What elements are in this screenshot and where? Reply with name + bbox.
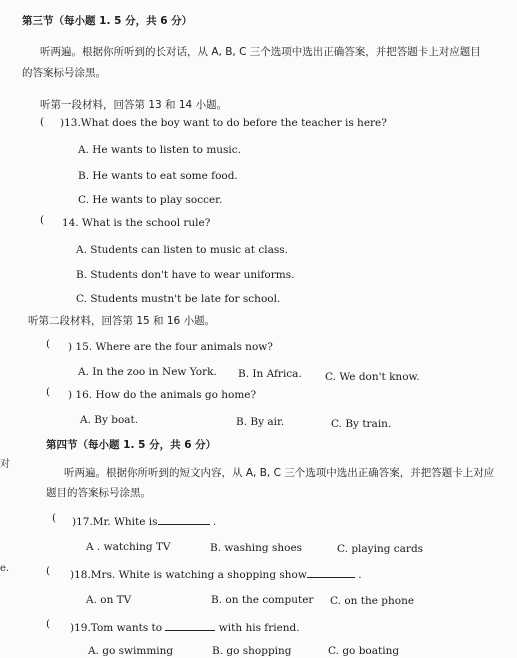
answer-paren: ( (46, 565, 51, 577)
q17-stem-text: )17.Mr. White is (72, 516, 158, 528)
section3-heading: 第三节（每小题 1. 5 分，共 6 分） (22, 15, 193, 27)
q13-option-b: B. He wants to eat some food. (78, 170, 238, 182)
answer-blank (165, 620, 215, 631)
answer-paren: ( (40, 214, 45, 226)
q13-stem: )13.What does the boy want to do before the teacher is here? (60, 117, 387, 129)
answer-blank (158, 514, 210, 525)
q15-option-a: A. In the zoo in New York. (78, 366, 217, 378)
section3-instruction-line1: 听两遍。根据你所听到的长对话，从 A, B, C 三个选项中选出正确答案，并把答题卡上对应题目 (40, 46, 481, 58)
answer-paren: ( (40, 116, 45, 128)
q18-option-a: A. on TV (86, 594, 132, 606)
q18-stem (70, 567, 362, 582)
q15-option-b: B. In Africa. (238, 368, 302, 380)
q18-stem-end: . (358, 569, 362, 581)
q17-option-c: C. playing cards (337, 543, 424, 555)
answer-blank (307, 567, 355, 578)
q15-stem: ) 15. Where are the four animals now? (68, 341, 273, 353)
q14-option-a: A. Students can listen to music at class. (76, 244, 288, 256)
q19-stem-text: )19.Tom wants to (70, 622, 163, 634)
edge-mark: 对 (0, 459, 10, 470)
answer-paren: ( (46, 338, 51, 350)
q17-stem (72, 514, 216, 529)
section4-instruction-line2: 题目的答案标号涂黑。 (46, 487, 151, 499)
q16-option-b: B. By air. (236, 416, 285, 428)
q13-option-c: C. He wants to play soccer. (78, 194, 223, 206)
section3-instruction-line2: 的答案标号涂黑。 (22, 67, 106, 79)
q17-option-a: A . watching TV (86, 541, 171, 553)
section4-instruction-line1: 听两遍。根据你所听到的短文内容，从 A, B, C 三个选项中选出正确答案，并把答题卡上对应 (64, 467, 495, 479)
q18-option-b: B. on the computer (211, 594, 314, 606)
q13-option-a: A. He wants to listen to music. (78, 144, 242, 156)
material2-instruction: 听第二段材料，回答第 15 和 16 小题。 (28, 315, 216, 327)
q14-option-b: B. Students don't have to wear uniforms. (76, 269, 295, 281)
q16-option-c: C. By train. (331, 418, 392, 430)
edge-mark: e. (0, 563, 10, 574)
q19-stem-end: with his friend. (218, 622, 300, 634)
q18-stem-text: )18.Mrs. White is watching a shopping show (70, 569, 307, 581)
q14-stem: 14. What is the school rule? (62, 217, 211, 229)
answer-paren: ( (46, 618, 51, 630)
answer-paren: ( (52, 512, 57, 524)
section4-heading: 第四节（每小题 1. 5 分，共 6 分） (46, 439, 217, 451)
answer-paren: ( (46, 386, 51, 398)
q19-option-a: A. go swimming (88, 645, 174, 657)
q18-option-c: C. on the phone (330, 595, 415, 607)
q14-option-c: C. Students mustn't be late for school. (76, 293, 281, 305)
q19-option-c: C. go boating (328, 645, 400, 657)
q19-stem (70, 620, 300, 635)
q16-stem: ) 16. How do the animals go home? (68, 389, 257, 401)
material1-instruction: 听第一段材料，回答第 13 和 14 小题。 (40, 99, 228, 111)
q15-option-c: C. We don't know. (325, 371, 420, 383)
q16-option-a: A. By boat. (80, 414, 139, 426)
q17-option-b: B. washing shoes (210, 542, 303, 554)
q17-stem-end: . (212, 516, 217, 528)
q19-option-b: B. go shopping (212, 645, 292, 657)
